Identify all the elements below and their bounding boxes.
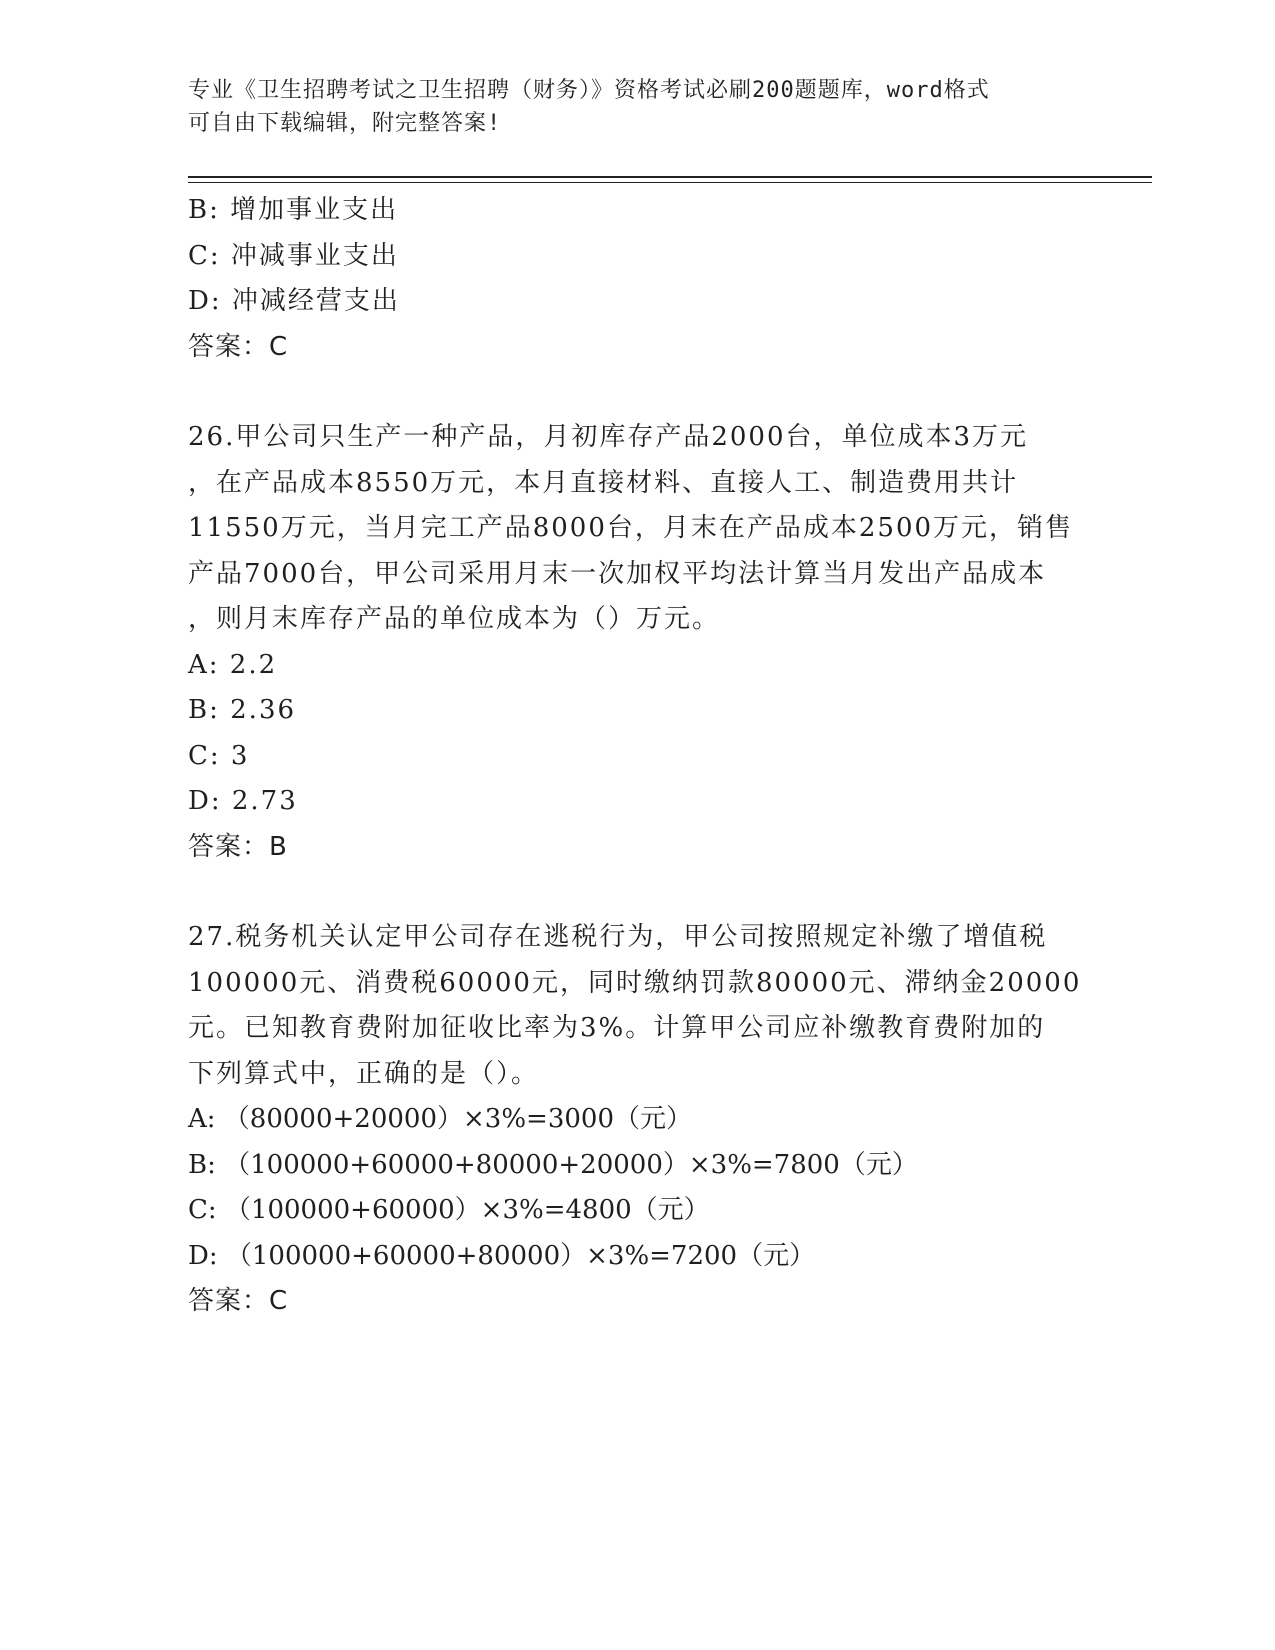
option-a: A: （80000+20000）×3%=3000（元） bbox=[188, 1104, 692, 1134]
question-27-stem-line: 元。已知教育费附加征收比率为3%。计算甲公司应补缴教育费附加的 bbox=[188, 1013, 1046, 1043]
document-body bbox=[188, 188, 1088, 1325]
question-26-block bbox=[188, 415, 1088, 870]
header-divider-thick bbox=[188, 176, 1152, 178]
option-c: C: 3 bbox=[188, 740, 250, 771]
option-d: D: 2.73 bbox=[188, 786, 298, 816]
answer-line: 答案：C bbox=[188, 1286, 289, 1316]
question-27-stem-line: 27.税务机关认定甲公司存在逃税行为，甲公司按照规定补缴了增值税 bbox=[188, 922, 1048, 952]
page-header bbox=[188, 74, 1088, 140]
answer-line: 答案：C bbox=[188, 331, 289, 362]
header-title-line-1: 专业《卫生招聘考试之卫生招聘（财务）》资格考试必刷200题题库，word格式 bbox=[188, 78, 990, 103]
question-26-stem-line: 产品7000台，甲公司采用月末一次加权平均法计算当月发出产品成本 bbox=[188, 558, 1047, 589]
option-b: B: 2.36 bbox=[188, 695, 297, 725]
header-divider-thin bbox=[188, 182, 1152, 183]
question-26-stem-line: 11550万元，当月完工产品8000台，月末在产品成本2500万元，销售 bbox=[188, 513, 1074, 543]
option-b: B: 增加事业支出 bbox=[188, 195, 399, 225]
question-27-block bbox=[188, 915, 1088, 1325]
option-c: C: 冲减事业支出 bbox=[188, 240, 399, 271]
option-d: D: （100000+60000+80000）×3%=7200（元） bbox=[188, 1240, 816, 1271]
header-title-line-2: 可自由下载编辑，附完整答案! bbox=[188, 111, 502, 136]
question-26-stem-line: ，则月末库存产品的单位成本为（）万元。 bbox=[188, 604, 721, 634]
question-27-stem-line: 下列算式中，正确的是（）。 bbox=[188, 1058, 540, 1089]
answer-line: 答案：B bbox=[188, 831, 288, 862]
question-27-stem-line: 100000元、消费税60000元，同时缴纳罚款80000元、滞纳金20000 bbox=[188, 967, 1082, 998]
option-a: A: 2.2 bbox=[188, 649, 278, 680]
question-26-stem-line: 26.甲公司只生产一种产品，月初库存产品2000台，单位成本3万元 bbox=[188, 422, 1029, 452]
question-26-stem-line: ，在产品成本8550万元，本月直接材料、直接人工、制造费用共计 bbox=[188, 467, 1019, 498]
option-b: B: （100000+60000+80000+20000）×3%=7800（元） bbox=[188, 1149, 918, 1180]
option-d: D: 冲减经营支出 bbox=[188, 286, 400, 316]
option-c: C: （100000+60000）×3%=4800（元） bbox=[188, 1195, 710, 1225]
prev-question-block bbox=[188, 188, 1088, 370]
